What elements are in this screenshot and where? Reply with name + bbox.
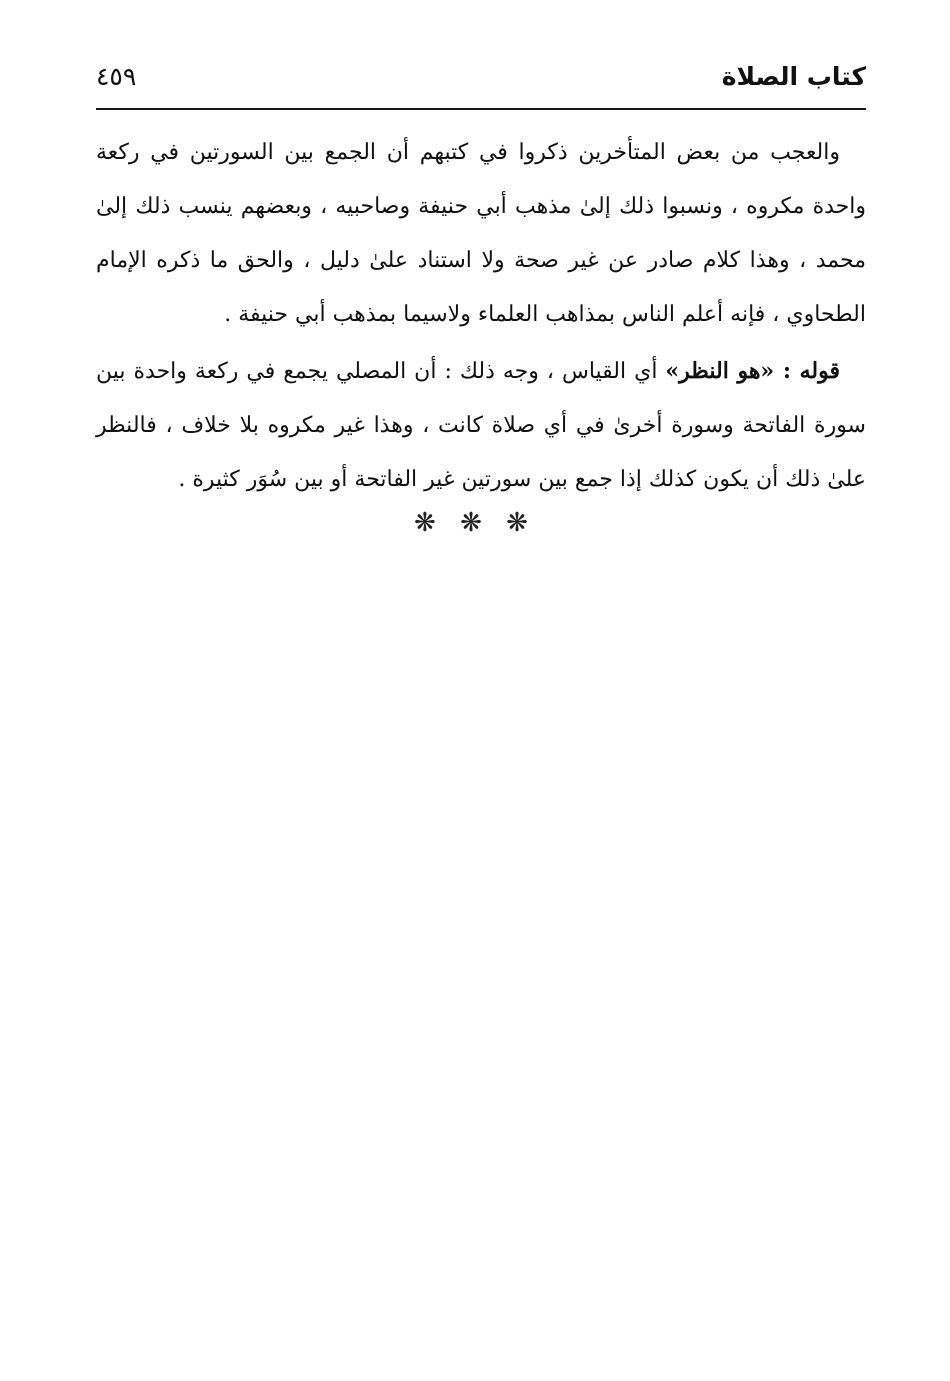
page-header [96,56,866,106]
section-separator: ❋ ❋ ❋ [414,508,536,538]
running-title: كتاب الصلاة [721,62,866,91]
paragraph-1 [96,126,866,342]
paragraph-1-text: والعجب من بعض المتأخرين ذكروا في كتبهم أن الجمع بين السورتين في ركعة واحدة مكروه ، ونسبوا ذلك إلىٰ مذهب أبي حنيفة وصاحبيه ، وبعضهم ينسب ذلك إلىٰ محمد ، وهذا كلام صادر عن غير صحة ولا استناد علىٰ دليل ، والحق ما ذكره الإمام الطحاوي ، فإنه أعلم الناس بمذاهب العلماء ولاسيما بمذهب أبي حنيفة . [96,140,866,327]
page-number: ٤٥٩ [96,62,137,91]
paragraph-2 [96,344,866,507]
header-rule [96,108,866,110]
paragraph-2-lead: قوله : «هو النظر» [665,358,840,384]
body-text [96,126,866,509]
paragraph-2-text: أي القياس ، وجه ذلك : أن المصلي يجمع في ركعة واحدة بين سورة الفاتحة وسورة أخرىٰ في أي صلاة كانت ، وهذا غير مكروه بلا خلاف ، فالنظر علىٰ ذلك أن يكون كذلك إذا جمع بين سورتين غير الفاتحة أو بين سُوَر كثيرة . [96,359,866,492]
